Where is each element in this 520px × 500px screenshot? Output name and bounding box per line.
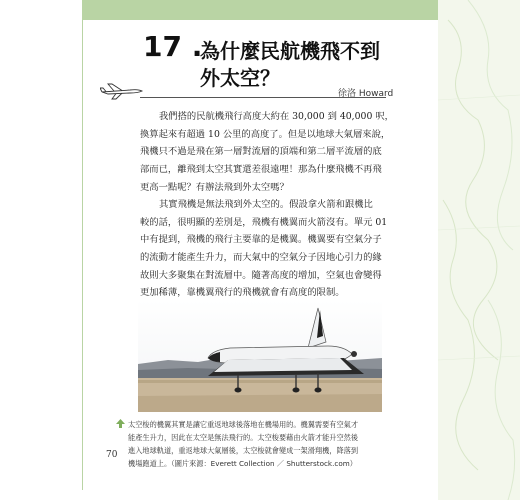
- space-shuttle-photo: [138, 300, 382, 412]
- paragraph-line: 較的話，很明顯的差別是，飛機有機翼而火箭沒有。單元 01: [140, 216, 388, 228]
- left-margin-rule: [82, 20, 83, 490]
- decorative-map-sidebar: [438, 0, 520, 500]
- paragraph-line: 更加稀薄，靠機翼飛行的飛機就會有高度的限制。: [140, 287, 345, 299]
- paragraph-line: 我們搭的民航機飛行高度大約在 30,000 到 40,000 呎，: [159, 111, 394, 122]
- paragraph-line: 故則大多聚集在對流層中。隨著高度的增加，空氣也會變得: [140, 269, 382, 281]
- page-number: 70: [106, 450, 118, 460]
- paragraph-line: 中有提到，飛機的飛行主要靠的是機翼。機翼要有空氣分子: [140, 234, 382, 246]
- paragraph-line: 的流動才能產生升力，而大氣中的空氣分子因地心引力的緣: [140, 252, 382, 264]
- paragraph-line: 更高一點呢？有辦法飛到外太空嗎？: [140, 181, 289, 193]
- chapter-number: 17 .: [143, 30, 203, 63]
- caption-line: 機場跑道上。（圖片來源：Everett Collection ／ Shutterstock.com）: [128, 459, 357, 468]
- author-name: 徐洛 Howard: [338, 89, 394, 99]
- airplane-icon: [100, 80, 144, 102]
- header-band: [82, 0, 438, 20]
- chapter-title-line1: 為什麼民航機飛不到: [200, 39, 380, 63]
- caption-line: 能產生升力，因此在太空是無法飛行的。太空梭要藉由火箭才能升空然後: [128, 433, 359, 442]
- caption-line: 太空梭的機翼其實是讓它重返地球後落地在機場用的。機翼需要有空氣才: [128, 420, 359, 429]
- paragraph-line: 換算起來有超過 10 公里的高度了。但是以地球大氣層來說，: [140, 128, 391, 140]
- paragraph-1: [140, 108, 394, 196]
- paragraph-line: 部而已，離飛到太空其實還差很遠哩！那為什麼飛機不再飛: [140, 164, 382, 176]
- paragraph-line: 飛機只不過是飛在第一層對流層的頂端和第二層平流層的底: [140, 146, 382, 158]
- photo-caption: [128, 418, 398, 470]
- chapter-title-line2: 外太空？: [200, 66, 280, 90]
- paragraph-2: [140, 196, 394, 302]
- paragraph-line: 其實飛機是無法飛到外太空的。假設拿火箭和跟機比: [159, 199, 373, 210]
- caption-line: 進入地球軌道，重返地球大氣層後，太空梭就會變成一架滑翔機，降落到: [128, 446, 359, 455]
- caption-arrow-icon: [116, 419, 125, 428]
